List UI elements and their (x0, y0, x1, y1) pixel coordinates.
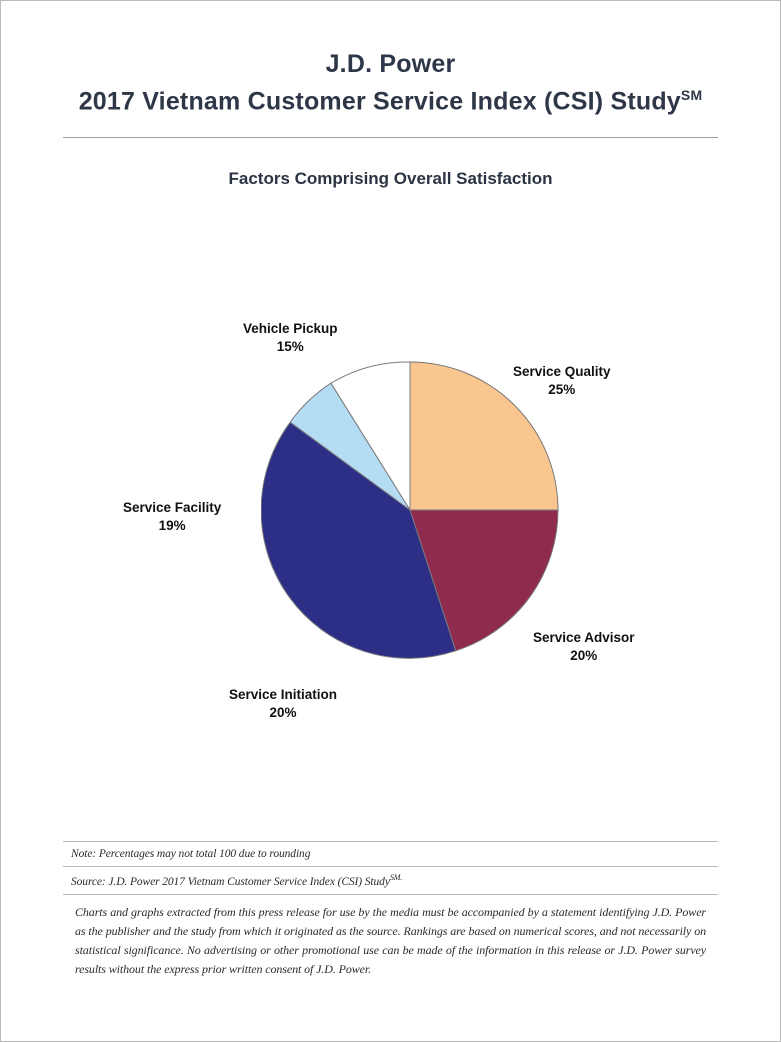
pie-label-service-advisor (533, 629, 635, 665)
pie-label-service-facility-text: Service Facility (123, 500, 222, 515)
pie-label-service-advisor-text: Service Advisor (533, 630, 635, 645)
brand-title: J.D. Power (325, 50, 456, 78)
footnote-source-text: Source: J.D. Power 2017 Vietnam Customer Service Index (CSI) Study (71, 876, 390, 888)
pie-label-vehicle-pickup (243, 320, 338, 356)
footnote-source (63, 867, 718, 894)
pie-svg (261, 361, 559, 659)
pie-label-service-facility-value: 19% (158, 518, 186, 533)
pie-label-service-initiation-text: Service Initiation (229, 687, 338, 702)
pie-label-vehicle-pickup-text: Vehicle Pickup (243, 321, 338, 336)
pie-label-service-initiation-value: 20% (269, 705, 297, 720)
pie-label-service-initiation (229, 686, 337, 722)
header-divider (63, 137, 718, 138)
footnote-disclaimer: Charts and graphs extracted from this press release for use by the media must be accompanied by a statement identifying J.D. Power as the publisher and the study from which it originated as the source. Rankings are based on numerical scores, and not necessarily on statistical significance. No advertising or other promotional use can be made of the information in this release or J.D. Power survey results without the express prior written consent of J.D. Power. (75, 905, 706, 976)
footnote-note: Note: Percentages may not total 100 due to rounding (71, 848, 311, 861)
pie-label-service-quality (513, 363, 611, 399)
pie-label-service-quality-text: Service Quality (513, 364, 611, 379)
chart-subtitle: Factors Comprising Overall Satisfaction (228, 169, 553, 188)
study-title-text: 2017 Vietnam Customer Service Index (CSI) Study (78, 87, 681, 116)
pie-label-vehicle-pickup-value: 15% (276, 339, 304, 354)
pie-label-service-facility (123, 499, 221, 535)
pie-label-service-quality-value: 25% (548, 382, 576, 397)
footnote-source-superscript: SM. (389, 873, 403, 883)
pie-chart (1, 231, 781, 761)
pie-graphic (261, 361, 559, 659)
study-title-superscript: SM (680, 87, 703, 103)
study-title (1, 79, 780, 117)
page-header (1, 49, 780, 117)
pie-label-service-advisor-value: 20% (570, 648, 598, 663)
page-footer (63, 841, 718, 983)
